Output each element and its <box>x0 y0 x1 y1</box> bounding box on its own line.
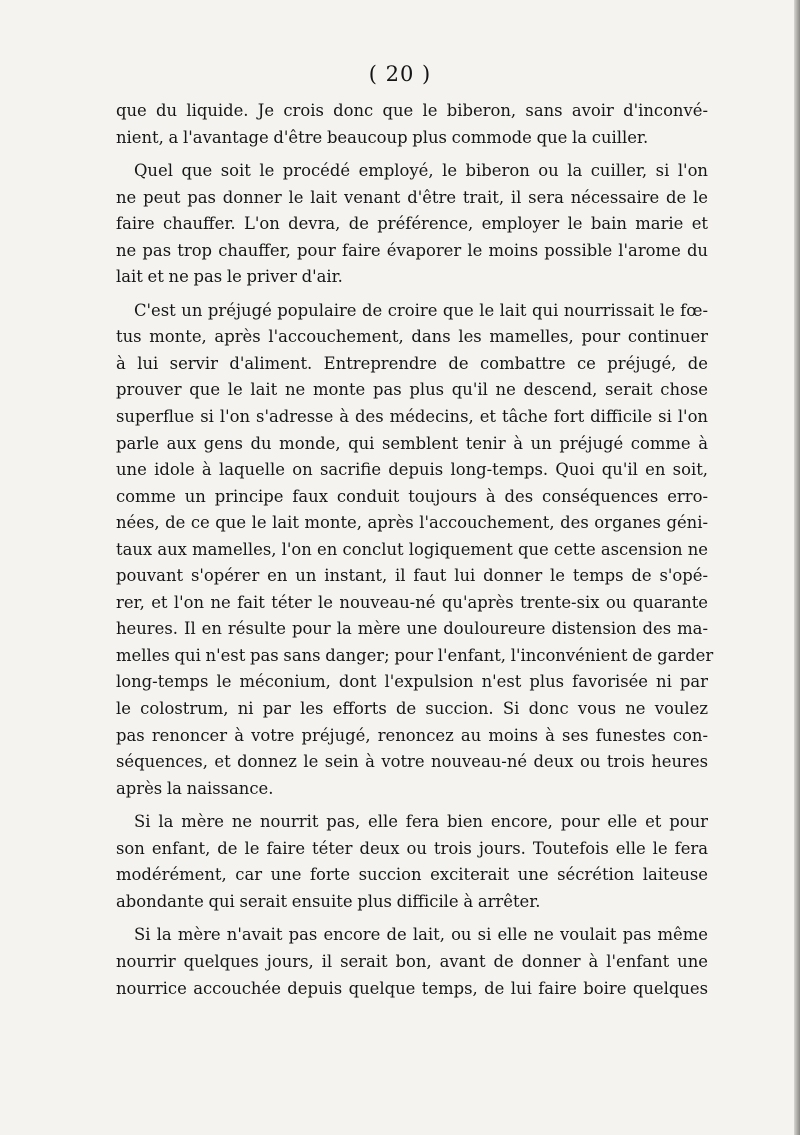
text-line: pas renoncer à votre préjugé, renoncez au moins à ses funestes con- <box>116 725 708 745</box>
text-line: Si la mère n'avait pas encore de lait, ou si elle ne voulait pas même <box>134 925 708 945</box>
text-line: ne pas trop chauffer, pour faire évaporer le moins possible l'arome du <box>116 240 708 260</box>
paragraph-4 <box>116 809 708 915</box>
text-line: lait et ne pas le priver d'air. <box>116 267 343 287</box>
text-line: rer, et l'on ne fait téter le nouveau-né qu'après trente-six ou quarante <box>116 592 708 612</box>
text-line: superflue si l'on s'adresse à des médecins, et tâche fort difficile si l'on <box>116 407 708 427</box>
text-line: pouvant s'opérer en un instant, il faut lui donner le temps de s'opé- <box>116 566 708 586</box>
text-line: Quel que soit le procédé employé, le biberon ou la cuiller, si l'on <box>134 161 708 181</box>
text-line: une idole à laquelle on sacrifie depuis long-temps. Quoi qu'il en soit, <box>116 460 708 480</box>
text-line: le colostrum, ni par les efforts de succion. Si donc vous ne voulez <box>116 699 708 719</box>
text-line: ne peut pas donner le lait venant d'être trait, il sera nécessaire de le <box>116 187 708 207</box>
text-line: long-temps le méconium, dont l'expulsion n'est plus favorisée ni par <box>116 672 708 692</box>
paragraph-1 <box>116 98 708 151</box>
body-text <box>116 98 714 1009</box>
text-line: après la naissance. <box>116 778 274 798</box>
text-line: nourrice accouchée depuis quelque temps, de lui faire boire quelques <box>116 978 708 998</box>
paragraph-5 <box>116 922 708 1002</box>
text-line: taux aux mamelles, l'on en conclut logiquement que cette ascension ne <box>116 539 708 559</box>
text-line: Si la mère ne nourrit pas, elle fera bien encore, pour elle et pour <box>134 812 708 832</box>
text-line: tus monte, après l'accouchement, dans les mamelles, pour continuer <box>116 327 708 347</box>
text-line: à lui servir d'aliment. Entreprendre de combattre ce préjugé, de <box>116 353 708 373</box>
text-line: nées, de ce que le lait monte, après l'accouchement, des organes géni- <box>116 513 708 533</box>
text-line: nourrir quelques jours, il serait bon, avant de donner à l'enfant une <box>116 951 708 971</box>
text-line: C'est un préjugé populaire de croire que le lait qui nourrissait le fœ- <box>134 300 708 320</box>
paragraph-2 <box>116 158 708 291</box>
text-line: modérément, car une forte succion exciterait une sécrétion laiteuse <box>116 865 708 885</box>
text-line: melles qui n'est pas sans danger; pour l'enfant, l'inconvénient de garder <box>116 645 714 665</box>
text-line: prouver que le lait ne monte pas plus qu'il ne descend, serait chose <box>116 380 708 400</box>
text-line: nient, a l'avantage d'être beaucoup plus commode que la cuiller. <box>116 127 649 147</box>
text-line: son enfant, de le faire téter deux ou trois jours. Toutefois elle le fera <box>116 838 708 858</box>
text-line: abondante qui serait ensuite plus difficile à arrêter. <box>116 891 541 911</box>
text-line: comme un principe faux conduit toujours à des conséquences erro- <box>116 486 708 506</box>
text-line: que du liquide. Je crois donc que le biberon, sans avoir d'inconvé- <box>116 101 708 120</box>
text-line: séquences, et donnez le sein à votre nouveau-né deux ou trois heures <box>116 752 708 772</box>
page-number: ( 20 ) <box>368 62 432 86</box>
paragraph-3 <box>116 298 714 802</box>
text-line: parle aux gens du monde, qui semblent tenir à un préjugé comme à <box>116 433 708 453</box>
scan-edge <box>794 0 800 1135</box>
text-line: heures. Il en résulte pour la mère une douloureure distension des ma- <box>116 619 708 639</box>
text-line: faire chauffer. L'on devra, de préférence, employer le bain marie et <box>116 214 708 234</box>
